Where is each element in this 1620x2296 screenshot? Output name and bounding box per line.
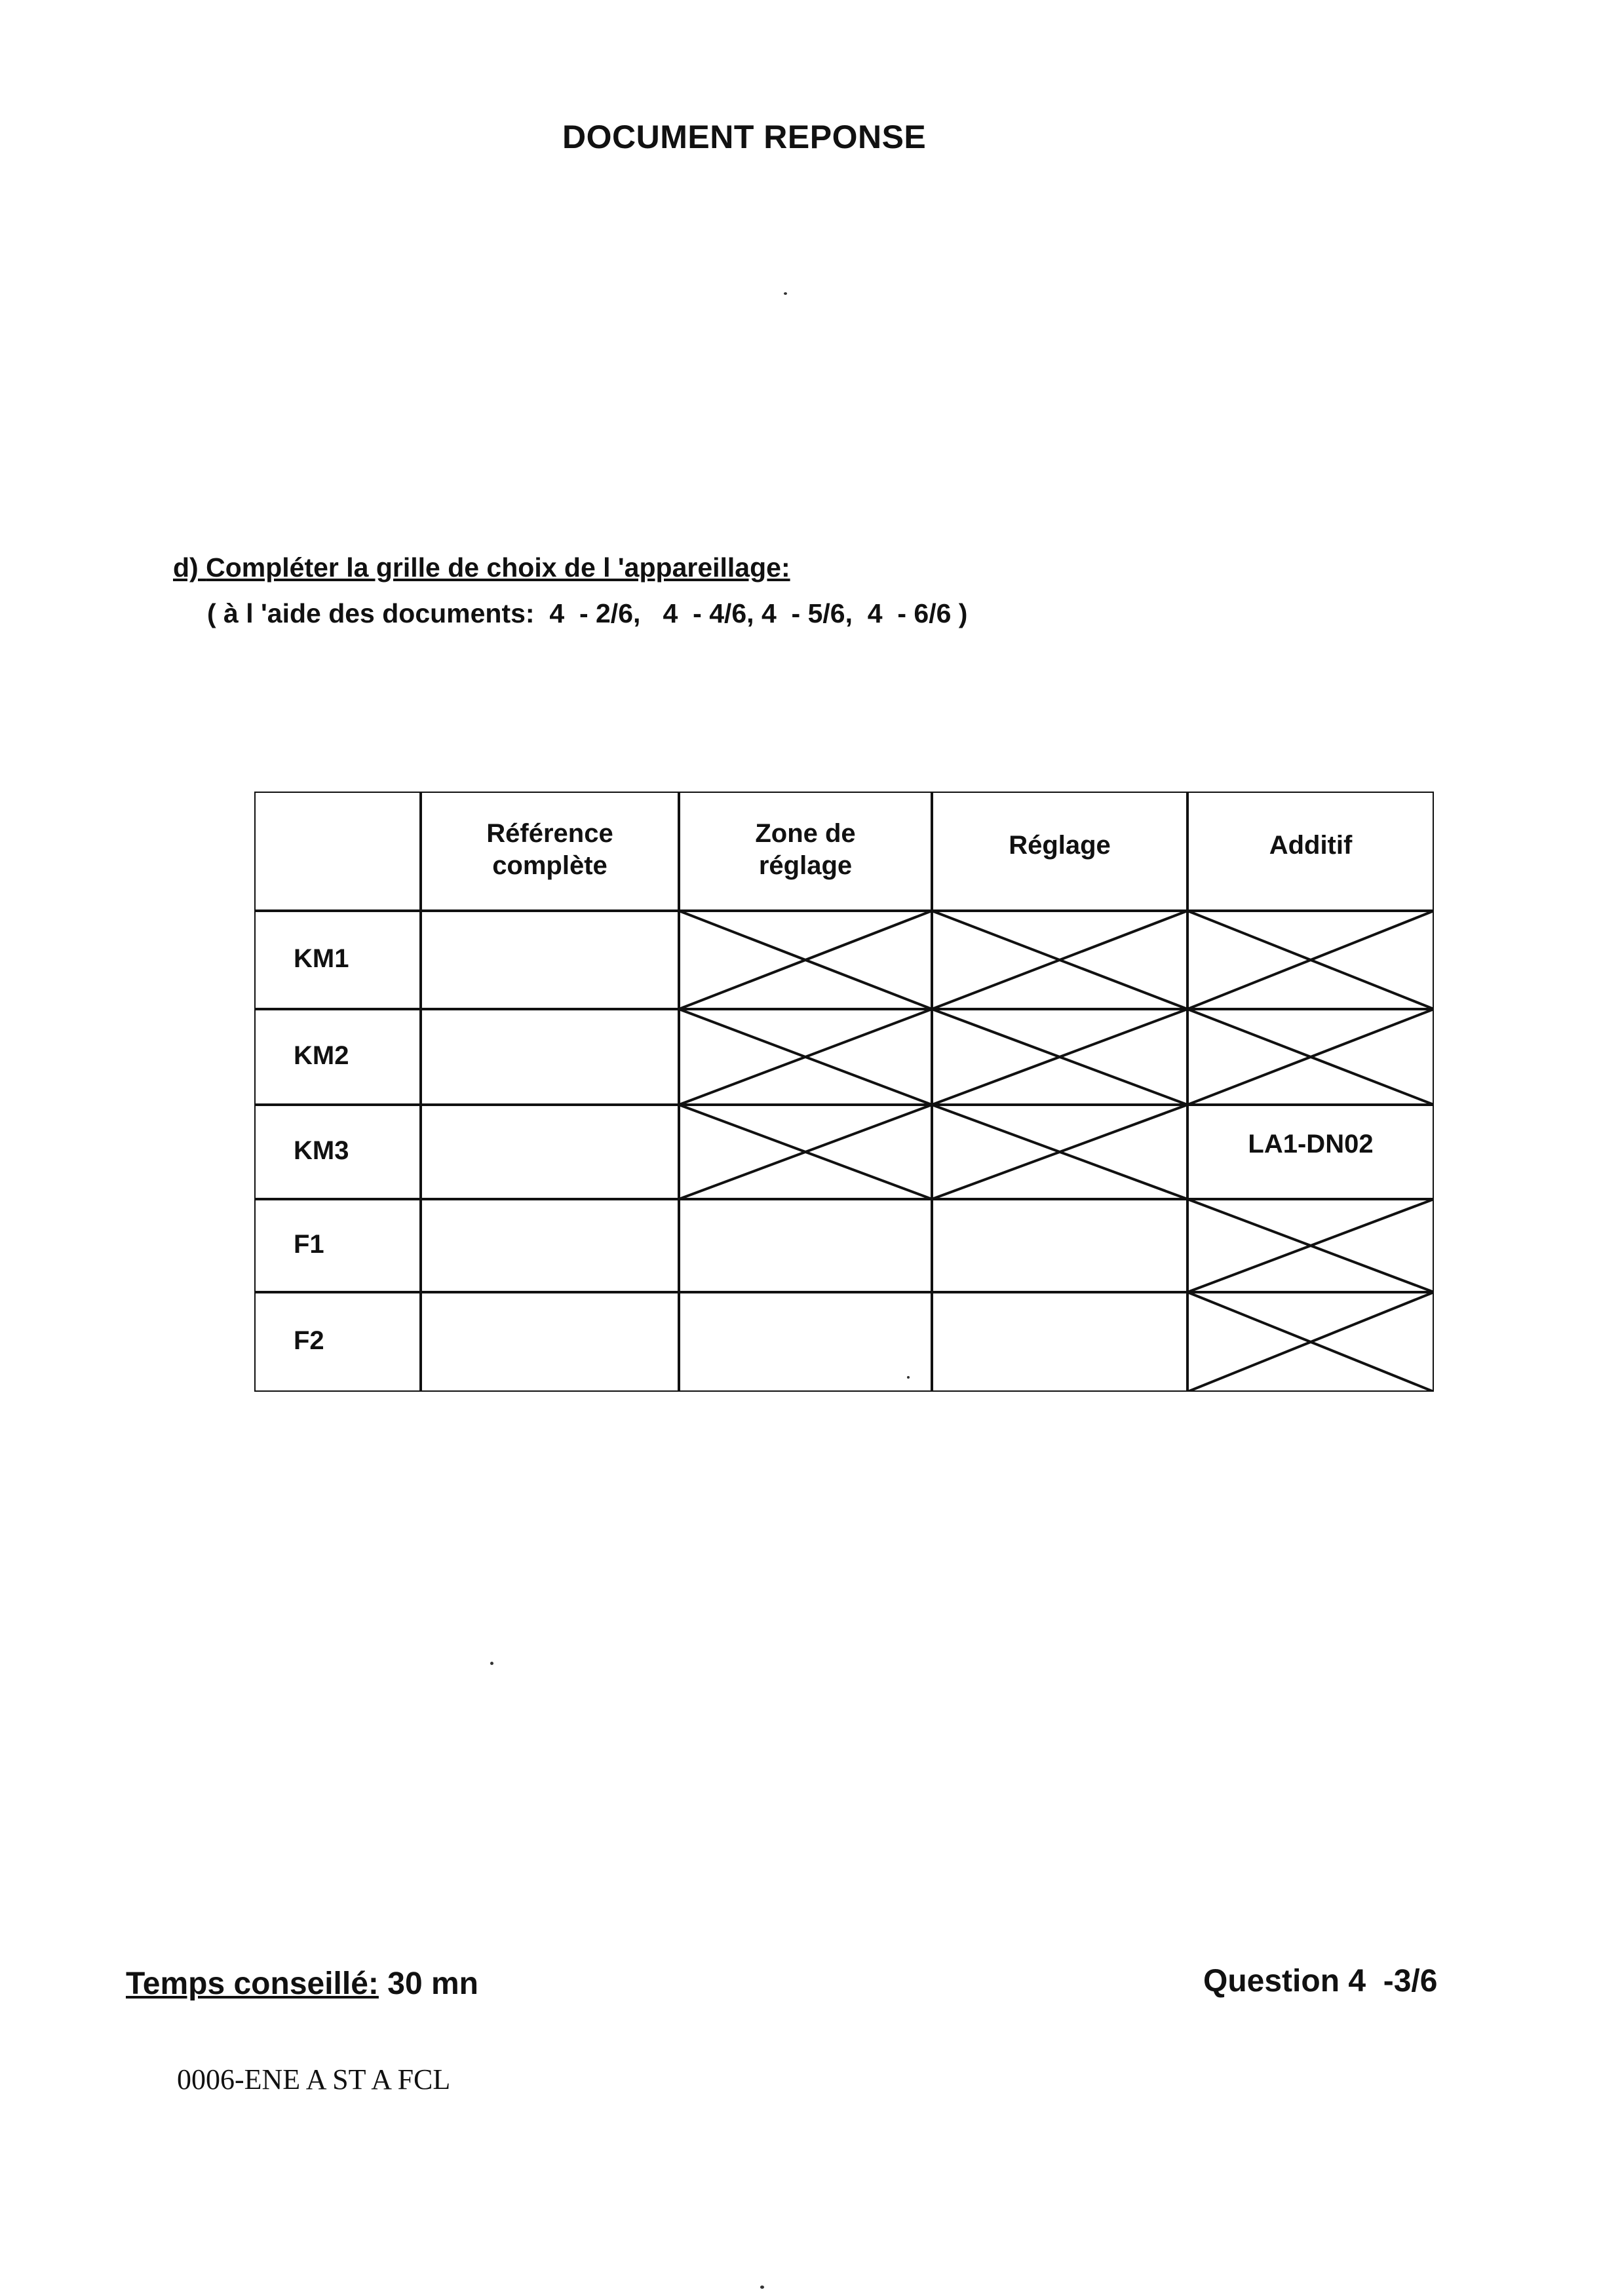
instruction-text: Compléter la grille de choix de l 'appareillage: (206, 552, 790, 583)
grid-row-label: F1 (294, 1230, 324, 1259)
grid-row-label: KM3 (294, 1136, 349, 1165)
scan-speck (760, 2286, 764, 2289)
question-number: Question 4 -3/6 (1203, 1964, 1438, 1999)
grid-empty-cell[interactable] (932, 1199, 1187, 1292)
grid-empty-cell[interactable] (421, 1292, 679, 1392)
time-advice (126, 1966, 478, 2002)
scan-speck (907, 1376, 910, 1379)
grid-header-3: Réglage (1009, 831, 1111, 860)
scan-speck (490, 1662, 493, 1665)
instruction-prefix: d) (173, 552, 206, 583)
time-value: 30 mn (378, 1966, 478, 2001)
grid-empty-cell[interactable] (421, 911, 679, 1009)
page-title: DOCUMENT REPONSE (562, 119, 927, 155)
grid-row-label: KM2 (294, 1041, 349, 1070)
grid-empty-cell[interactable] (679, 1199, 932, 1292)
grid-empty-cell[interactable] (932, 1292, 1187, 1392)
instruction-line (173, 552, 790, 583)
grid-cell-value: LA1-DN02 (1248, 1130, 1374, 1158)
grid-empty-cell[interactable] (679, 1292, 932, 1392)
document-code: 0006-ENE A ST A FCL (177, 2063, 451, 2095)
grid-empty-cell[interactable] (421, 1105, 679, 1199)
grid-header-4: Additif (1269, 831, 1353, 860)
scan-speck (784, 292, 787, 295)
grid-empty-cell[interactable] (421, 1009, 679, 1105)
time-label: Temps conseillé: (126, 1966, 379, 2001)
grid-row-label: F2 (294, 1326, 324, 1355)
choice-grid (254, 792, 1434, 1392)
grid-empty-cell[interactable] (421, 1199, 679, 1292)
grid-row-label: KM1 (294, 944, 349, 973)
grid-header-1: Référence complète (486, 819, 613, 880)
grid-header-2: Zone de réglage (755, 819, 856, 880)
instruction-subtext: ( à l 'aide des documents: 4 - 2/6, 4 - 4/6, 4 - 5/6, 4 - 6/6 ) (207, 598, 968, 628)
